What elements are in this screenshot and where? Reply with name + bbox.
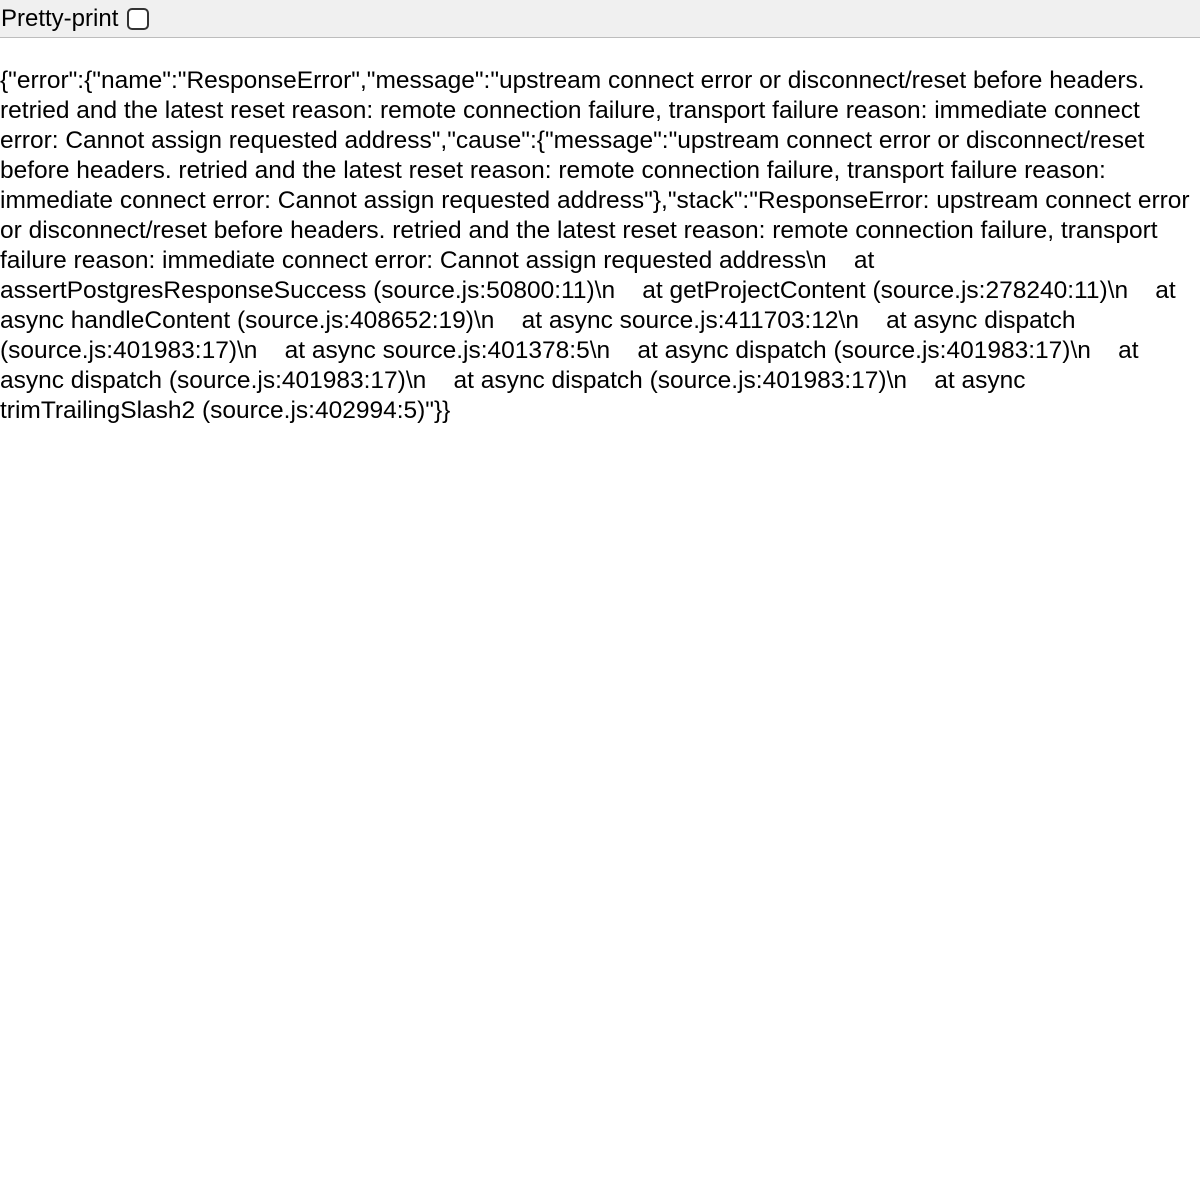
pretty-print-bar — [0, 0, 1200, 38]
pretty-print-label: Pretty-print — [1, 4, 119, 32]
raw-json-response: {"error":{"name":"ResponseError","message":"upstream connect error or disconnect/reset before headers. retried and the latest reset reason: remote connection failure, transport failure reason: immediate connect error: Cannot assign requested address","cause":{"message":"upstream connect error or disconnect/reset before headers. retried and the latest reset reason: remote connection failure, transport failure reason: immediate connect error: Cannot assign requested address"},"stack":"ResponseError: upstream connect error or disconnect/reset before headers. retried and the latest reset reason: remote connection failure, transport failure reason: immediate connect error: Cannot assign requested address\n at assertPostgresResponseSuccess (source.js:50800:11)\n at getProjectContent (source.js:278240:11)\n at async handleContent (source.js:408652:19)\n at async source.js:411703:12\n at async dispatch (source.js:401983:17)\n at async source.js:401378:5\n at async dispatch (source.js:401983:17)\n at async dispatch (source.js:401983:17)\n at async dispatch (source.js:401983:17)\n at async trimTrailingSlash2 (source.js:402994:5)"}} — [0, 67, 1197, 424]
pretty-print-checkbox[interactable] — [127, 8, 149, 30]
pretty-print-toggle[interactable] — [0, 4, 149, 34]
